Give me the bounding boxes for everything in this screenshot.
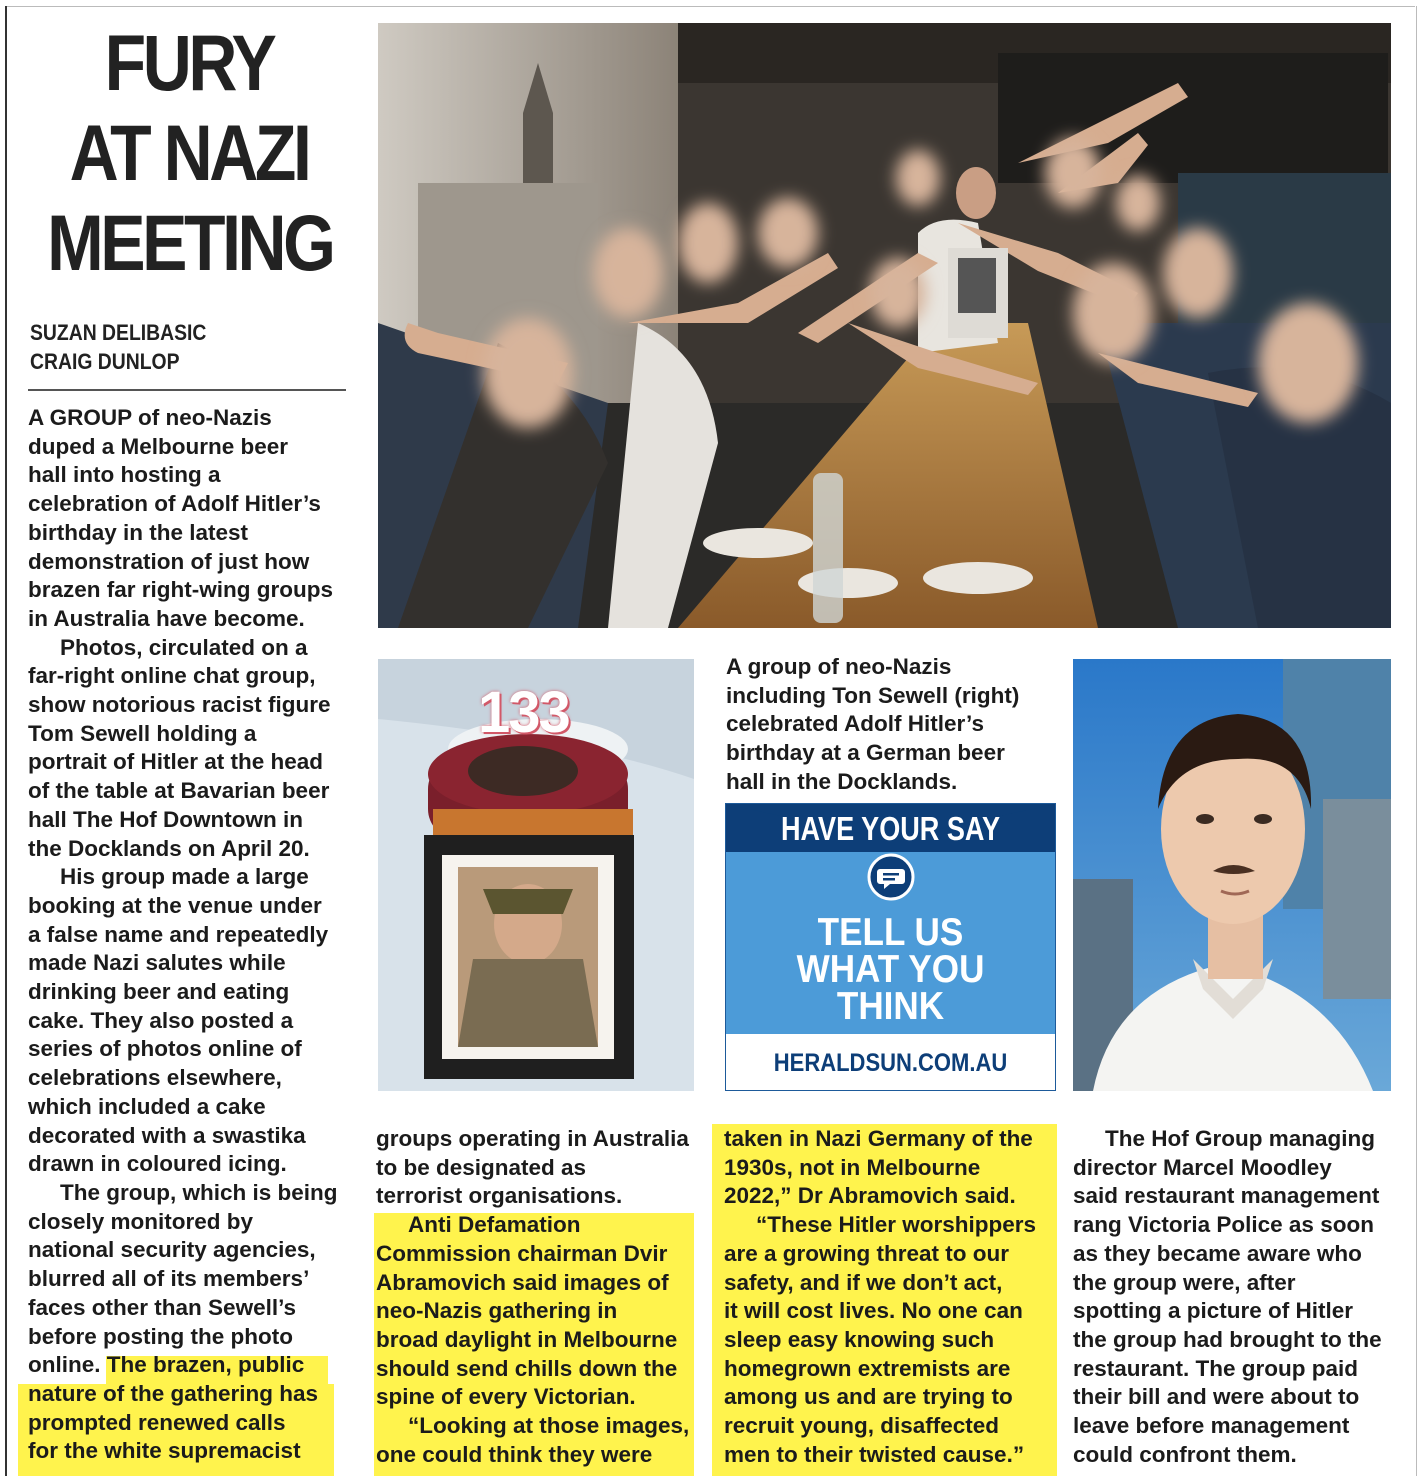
promo-callout-line: WHAT YOU — [796, 948, 985, 991]
text-line: sleep easy knowing such — [724, 1326, 995, 1352]
text-line: 1930s, not in Melbourne — [724, 1154, 981, 1180]
text-line: the group had brought to the — [1073, 1326, 1382, 1352]
text-line: their bill and were about to — [1073, 1384, 1360, 1410]
text-line: recruit young, disaffected — [724, 1413, 1000, 1439]
byline-rule — [28, 389, 346, 391]
article-column-3 — [724, 1125, 1054, 1469]
highlighted-line: prompted renewed calls — [28, 1409, 286, 1435]
right-border — [1416, 6, 1417, 1476]
author-name: SUZAN DELIBASIC — [30, 320, 207, 345]
promo-callout — [742, 911, 1038, 1028]
text-line: safety, and if we don’t act, — [724, 1269, 1003, 1295]
text-line: A GROUP of neo-Nazis — [28, 405, 272, 430]
group-photo-illustration — [378, 23, 1391, 628]
text-line: of the table at Bavarian beer — [28, 778, 330, 804]
text-line: the Docklands on April 20. — [28, 835, 310, 861]
headline — [47, 18, 331, 288]
author-name: CRAIG DUNLOP — [30, 349, 180, 374]
caption-line: celebrated Adolf Hitler’s — [726, 711, 984, 737]
highlighted-line: for the white supremacist — [28, 1438, 301, 1464]
text-line: director Marcel Moodley — [1073, 1154, 1332, 1180]
article-column-2 — [376, 1125, 698, 1469]
text-line: Anti Defamation — [408, 1212, 581, 1238]
text-line: Photos, circulated on a — [60, 634, 308, 660]
text-line: groups operating in Australia — [376, 1126, 689, 1151]
text-line: birthday in the latest — [28, 519, 249, 545]
text-line: Abramovich said images of — [376, 1269, 669, 1295]
highlighted-fragment: The brazen, public — [106, 1352, 305, 1378]
caption-line: including Ton Sewell (right) — [726, 682, 1020, 708]
text-line: hall into hosting a — [28, 462, 221, 488]
text-line: one could think they were — [376, 1441, 653, 1467]
text-line: to be designated as — [376, 1154, 587, 1180]
text-line: a false name and repeatedly — [28, 921, 329, 947]
text-line: made Nazi salutes while — [28, 950, 286, 976]
text-line: celebrations elsewhere, — [28, 1065, 282, 1091]
promo-callout-line: TELL US — [817, 911, 964, 954]
text-line: show notorious racist figure — [28, 692, 331, 718]
text-line: spotting a picture of Hitler — [1073, 1298, 1354, 1324]
text-line: said restaurant management — [1073, 1183, 1380, 1209]
text-line: as they became aware who — [1073, 1240, 1362, 1266]
promo-callout-line: THINK — [836, 985, 945, 1028]
text-line: national security agencies, — [28, 1237, 316, 1263]
text-line: “Looking at those images, — [408, 1413, 690, 1439]
text-line: drinking beer and eating — [28, 979, 290, 1005]
text-line: among us and are trying to — [724, 1384, 1013, 1410]
top-border — [5, 6, 1415, 7]
text-line: leave before management — [1073, 1413, 1350, 1439]
text-line: portrait of Hitler at the head — [28, 749, 324, 775]
text-line: “These Hitler worshippers — [756, 1212, 1037, 1238]
text-line: in Australia have become. — [28, 605, 305, 631]
headline-line: AT NAZI — [69, 108, 309, 197]
portrait-photo — [1073, 659, 1391, 1091]
speech-bubble-icon — [866, 852, 916, 902]
text-line: hall The Hof Downtown in — [28, 806, 303, 832]
text-line: The Hof Group managing — [1105, 1126, 1375, 1151]
text-line: homegrown extremists are — [724, 1355, 1011, 1381]
caption-line: birthday at a German beer — [726, 740, 1005, 766]
promo-title: HAVE YOUR SAY — [780, 810, 1001, 847]
text-line: the group were, after — [1073, 1269, 1296, 1295]
headline-line: FURY — [104, 18, 274, 107]
highlighted-line: nature of the gathering has — [28, 1380, 319, 1406]
text-line: rang Victoria Police as soon — [1073, 1212, 1374, 1238]
text-line: celebration of Adolf Hitler’s — [28, 491, 321, 517]
text-line: 2022,” Dr Abramovich said. — [724, 1183, 1016, 1209]
text-line: it will cost lives. No one can — [724, 1298, 1023, 1324]
left-border — [5, 6, 7, 1476]
have-your-say-promo[interactable] — [725, 803, 1056, 1091]
cake-candle-number: 133 — [478, 680, 569, 745]
text-line: booking at the venue under — [28, 892, 322, 918]
text-line: blurred all of its members’ — [28, 1266, 310, 1292]
text-line: broad daylight in Melbourne — [376, 1326, 678, 1352]
text-line: men to their twisted cause.” — [724, 1441, 1025, 1467]
text-line — [28, 1351, 346, 1380]
photo-caption — [726, 653, 1056, 797]
text-line: neo-Nazis gathering in — [376, 1298, 618, 1324]
text-line: should send chills down the — [376, 1355, 678, 1381]
article-column-4 — [1073, 1125, 1393, 1469]
text-line: taken in Nazi Germany of the — [724, 1126, 1033, 1151]
text-line: His group made a large — [60, 864, 309, 890]
text-line: spine of every Victorian. — [376, 1384, 636, 1410]
text-line: brazen far right-wing groups — [28, 577, 334, 603]
headline-line: MEETING — [47, 198, 333, 287]
text-line: closely monitored by — [28, 1208, 254, 1234]
text-line: faces other than Sewell’s — [28, 1294, 297, 1320]
text-line: Commission chairman Dvir — [376, 1240, 668, 1266]
text-line: before posting the photo — [28, 1323, 293, 1349]
caption-line: hall in the Docklands. — [726, 768, 958, 794]
text-line: Tom Sewell holding a — [28, 720, 257, 746]
cake-photo — [378, 659, 694, 1091]
text-line: terrorist organisations. — [376, 1183, 623, 1209]
text-line: which included a cake — [28, 1093, 266, 1119]
text-line: are a growing threat to our — [724, 1240, 1010, 1266]
promo-url-link[interactable]: HERALDSUN.COM.AU — [773, 1049, 1008, 1077]
text-line: series of photos online of — [28, 1036, 302, 1062]
caption-line: A group of neo-Nazis — [726, 654, 952, 679]
text-fragment: online. — [28, 1352, 107, 1378]
text-line: could confront them. — [1073, 1441, 1297, 1467]
group-photo — [378, 23, 1391, 628]
text-line: restaurant. The group paid — [1073, 1355, 1359, 1381]
text-line: decorated with a swastika — [28, 1122, 306, 1148]
text-line: demonstration of just how — [28, 548, 310, 574]
byline — [30, 318, 206, 376]
text-line: drawn in coloured icing. — [28, 1151, 287, 1177]
portrait-photo-illustration — [1073, 659, 1391, 1091]
text-line: The group, which is being — [60, 1179, 338, 1205]
text-line: far-right online chat group, — [28, 663, 316, 689]
article-column-1 — [28, 404, 346, 1466]
text-line: cake. They also posted a — [28, 1007, 294, 1033]
text-line: duped a Melbourne beer — [28, 433, 289, 459]
